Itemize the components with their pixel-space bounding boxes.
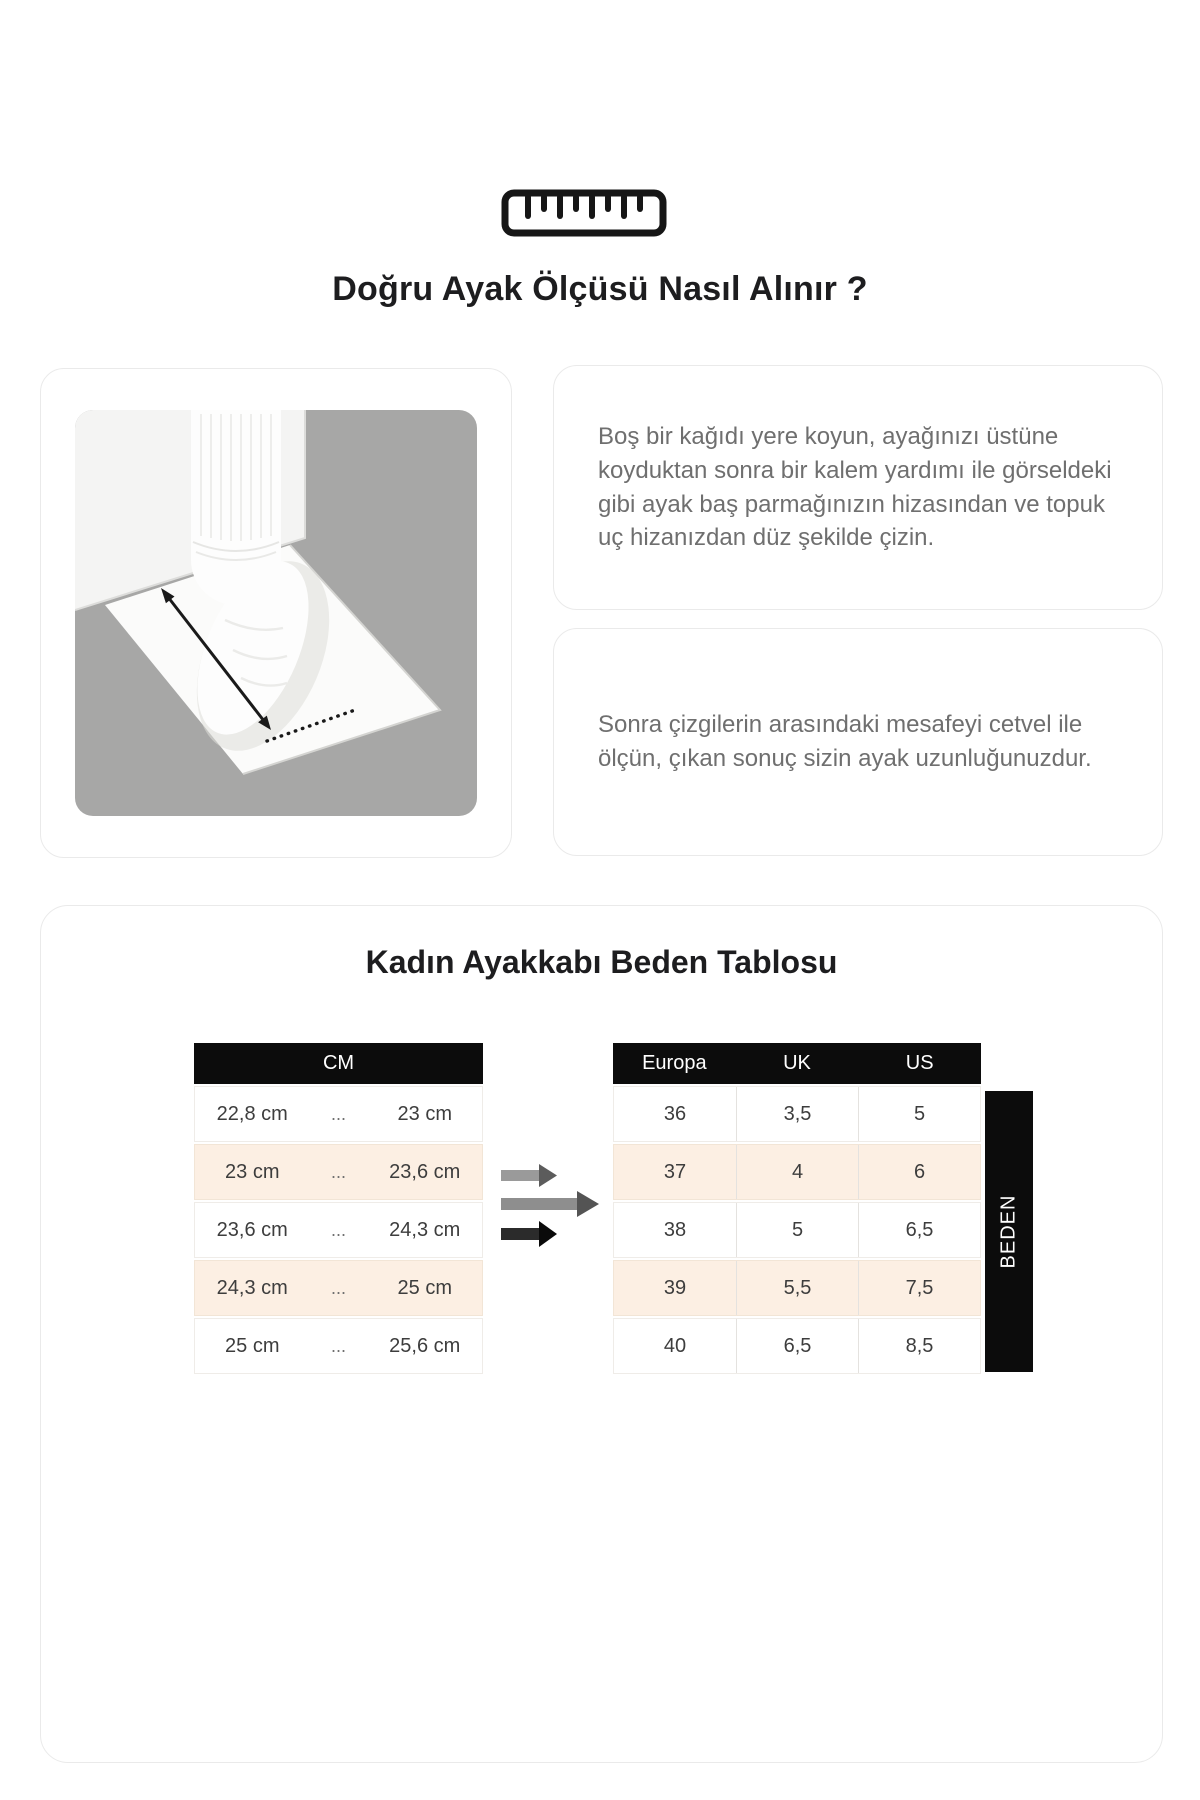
size-row [613,1318,981,1374]
cm-from: 25 cm [225,1334,280,1357]
size-cell-us: 6,5 [858,1203,980,1257]
cm-to: 23,6 cm [389,1160,461,1183]
cm-from: 24,3 cm [216,1276,288,1299]
size-header-uk: UK [783,1052,811,1074]
beden-strip [985,1091,1033,1372]
cm-to: 25 cm [397,1276,452,1299]
size-cell-europa: 37 [663,1160,687,1183]
size-cell-uk: 4 [736,1145,858,1199]
cm-range-dots: ... [330,1103,346,1124]
size-chart-title: Kadın Ayakkabı Beden Tablosu [365,944,838,980]
size-header-us: US [905,1052,934,1074]
cm-to: 23 cm [397,1102,452,1125]
cm-to: 24,3 cm [389,1218,461,1241]
size-cell-europa: 38 [663,1218,687,1241]
size-cell-europa: 36 [663,1102,687,1125]
ruler-icon [500,188,668,238]
instruction-step-1: Boş bir kağıdı yere koyun, ayağınızı üstüne koyduktan sonra bir kalem yardımı ile görseldeki gibi ayak baş parmağınızın hizasından ve topuk uç hizanızdan düz şekilde çizin. [598,423,1112,552]
foot-measurement-photo [75,410,477,816]
cm-table [194,1043,483,1374]
cm-table-header [194,1043,483,1084]
size-row [613,1144,981,1200]
instruction-card-2 [553,628,1163,856]
transfer-arrows-icon [499,1156,605,1254]
size-header-europa: Europa [642,1052,707,1074]
beden-label: BEDEN [997,1194,1020,1269]
size-cell-us: 8,5 [858,1319,980,1373]
sock-leg [191,410,281,560]
cm-row [194,1260,483,1316]
size-cell-uk: 3,5 [736,1087,858,1141]
size-table [613,1043,981,1374]
cm-from: 23 cm [225,1160,280,1183]
cm-range-dots: ... [330,1277,346,1298]
size-cell-us: 5 [858,1087,980,1141]
cm-row [194,1202,483,1258]
cm-from: 23,6 cm [216,1218,288,1241]
cm-row [194,1318,483,1374]
page-title: Doğru Ayak Ölçüsü Nasıl Alınır ? [332,270,868,308]
size-cell-uk: 5 [736,1203,858,1257]
size-cell-europa: 40 [663,1334,687,1357]
size-table-header [613,1043,981,1084]
size-chart-card [40,905,1163,1763]
cm-to: 25,6 cm [389,1334,461,1357]
cm-from: 22,8 cm [216,1102,288,1125]
size-cell-us: 7,5 [858,1261,980,1315]
instruction-step-2: Sonra çizgilerin arasındaki mesafeyi cetvel ile ölçün, çıkan sonuç sizin ayak uzunluğunuzdur. [598,711,1092,772]
cm-header-cell: CM [322,1052,355,1074]
size-cell-uk: 5,5 [736,1261,858,1315]
size-cell-europa: 39 [663,1276,687,1299]
size-row [613,1260,981,1316]
cm-range-dots: ... [330,1335,346,1356]
cm-range-dots: ... [330,1161,346,1182]
size-row [613,1086,981,1142]
size-cell-uk: 6,5 [736,1319,858,1373]
size-row [613,1202,981,1258]
size-cell-us: 6 [858,1145,980,1199]
cm-range-dots: ... [330,1219,346,1240]
cm-row [194,1144,483,1200]
foot-photo-card [40,368,512,858]
cm-row [194,1086,483,1142]
instruction-card-1 [553,365,1163,610]
